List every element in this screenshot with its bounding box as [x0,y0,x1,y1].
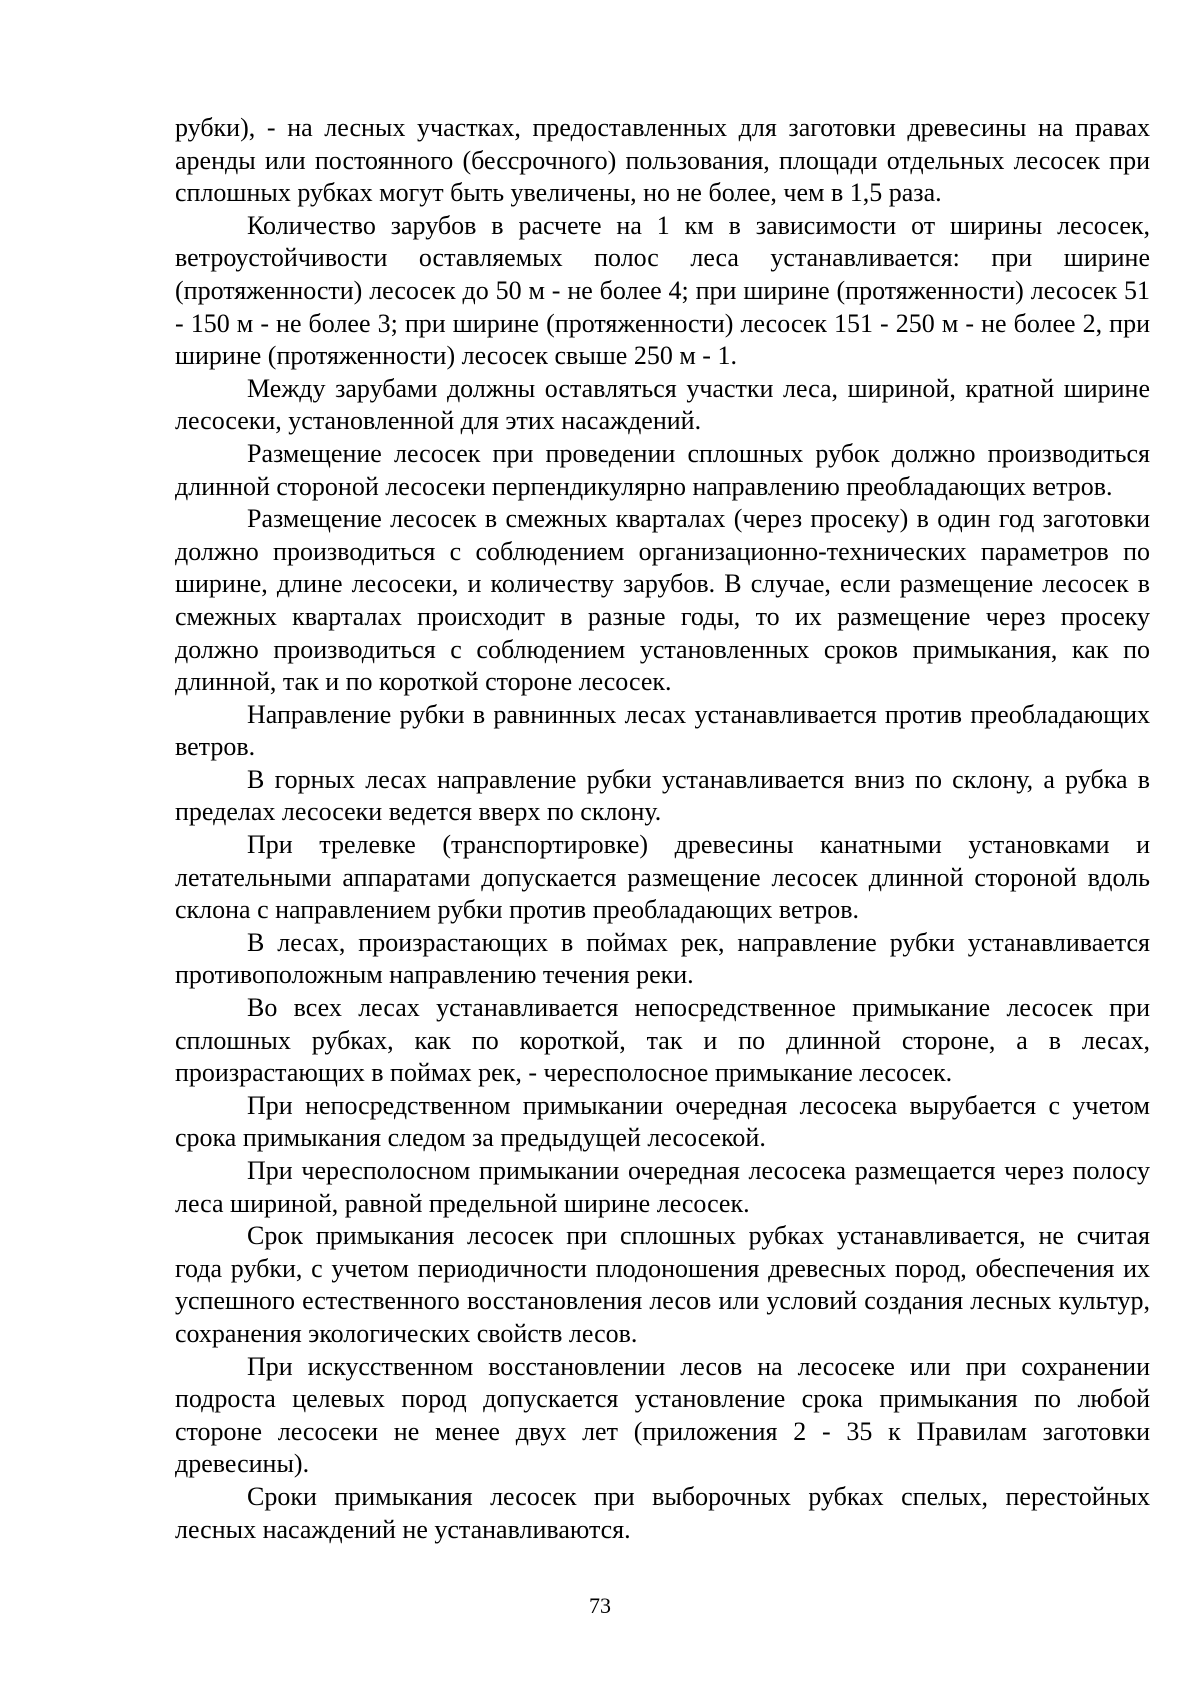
paragraph: При искусственном восстановлении лесов на лесосеке или при сохранении подроста целевых пород допускается установление срока примыкания по любой стороне лесосеки не менее двух лет (приложения 2 - 35 к Правилам заготовки древесины). [175,1351,1150,1479]
paragraph: При непосредственном примыкании очередная лесосека вырубается с учетом срока примыкания следом за предыдущей лесосекой. [175,1090,1150,1153]
paragraph: Сроки примыкания лесосек при выборочных рубках спелых, перестойных лесных насаждений не устанавливаются. [175,1481,1150,1544]
paragraph: При трелевке (транспортировке) древесины канатными установками и летательными аппаратами допускается размещение лесосек длинной стороной вдоль склона с направлением рубки против преобладающих ветров. [175,830,1150,925]
paragraph: В лесах, произрастающих в поймах рек, направление рубки устанавливается противоположным направлению течения реки. [175,927,1150,990]
paragraph: В горных лесах направление рубки устанавливается вниз по склону, а рубка в пределах лесосеки ведется вверх по склону. [175,764,1150,827]
paragraph: Во всех лесах устанавливается непосредственное примыкание лесосек при сплошных рубках, как по короткой, так и по длинной стороне, а в лесах, произрастающих в поймах рек, - чересполосное примыкание лесосек. [175,993,1150,1088]
paragraph: Размещение лесосек в смежных кварталах (через просеку) в один год заготовки должно производиться с соблюдением организационно-технических параметров по ширине, длине лесосеки, и количеству зарубов. В случае, если размещение лесосек в смежных кварталах происходит в разные годы, то их размещение через просеку должно производиться с соблюдением установленных сроков примыкания, как по длинной, так и по короткой стороне лесосек. [175,504,1150,697]
paragraph: Срок примыкания лесосек при сплошных рубках устанавливается, не считая года рубки, с учетом периодичности плодоношения древесных пород, обеспечения их успешного естественного восстановления лесов или условий создания лесных культур, сохранения экологических свойств лесов. [175,1221,1150,1348]
paragraph: Между зарубами должны оставляться участки леса, шириной, кратной ширине лесосеки, установленной для этих насаждений. [175,373,1150,436]
paragraph: рубки), - на лесных участках, предоставленных для заготовки древесины на правах аренды или постоянного (бессрочного) пользования, площади отдельных лесосек при сплошных рубках могут быть увеличены, но не более, чем в 1,5 раза. [175,113,1150,208]
paragraph: При чересполосном примыкании очередная лесосека размещается через полосу леса шириной, равной предельной ширине лесосек. [175,1156,1150,1218]
page-number: 73 [589,1593,611,1618]
paragraph: Количество зарубов в расчете на 1 км в зависимости от ширины лесосек, ветроустойчивости оставляемых полос леса устанавливается: при ширине (протяженности) лесосек до 50 м - не более 4; при ширине (протяженности) лесосек 51 - 150 м - не более 3; при ширине (протяженности) лесосек 151 - 250 м - не более 2, при ширине (протяженности) лесосек свыше 250 м - 1. [175,210,1150,371]
paragraph: Направление рубки в равнинных лесах устанавливается против преобладающих ветров. [175,699,1150,762]
document-body [175,112,1150,1546]
paragraph: Размещение лесосек при проведении сплошных рубок должно производиться длинной стороной лесосеки перпендикулярно направлению преобладающих ветров. [175,438,1150,501]
